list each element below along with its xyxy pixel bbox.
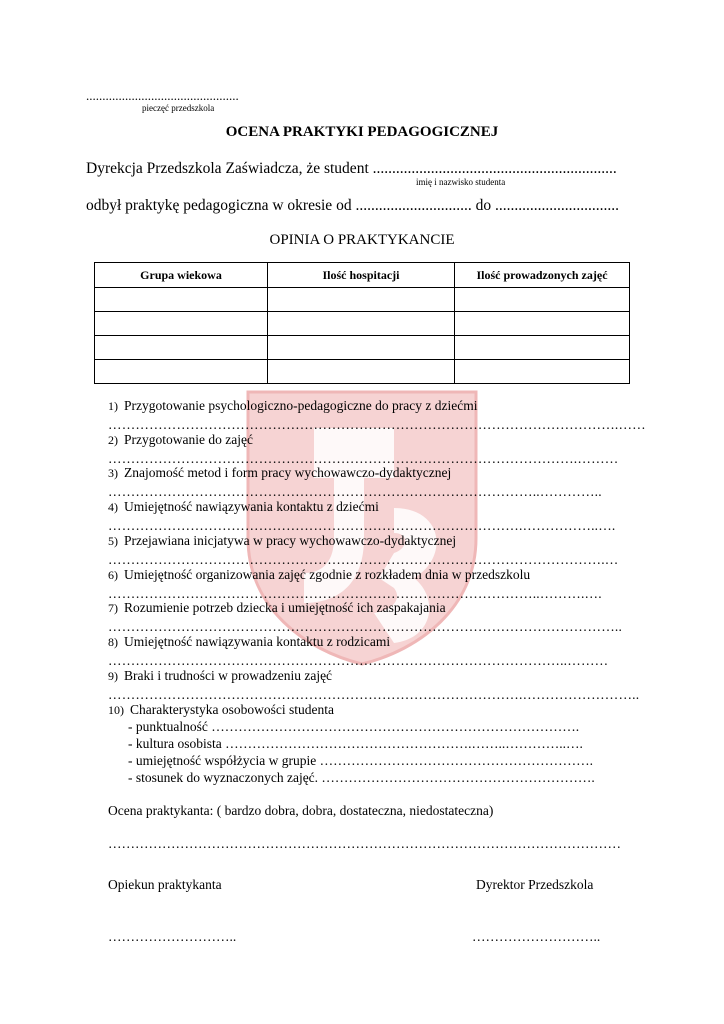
table-cell[interactable]: [268, 336, 455, 360]
trait-punctuality[interactable]: - punktualność ……………………………………………………………………….: [128, 719, 580, 734]
grade-answer[interactable]: ……………………………………………………………………………………………………: [108, 836, 621, 851]
table-row: [95, 312, 630, 336]
stamp-caption: pieczęć przedszkola: [142, 103, 215, 113]
header-age-group: Grupa wiekowa: [95, 263, 268, 288]
criterion-10: [108, 702, 334, 718]
table-header-row: [95, 263, 630, 288]
trait-attitude-to-tasks[interactable]: - stosunek do wyznaczonych zajęć. …………………………………………………….: [128, 770, 595, 785]
criterion-7-answer[interactable]: …………………………………………………………………………………………………..: [108, 619, 623, 634]
table-cell[interactable]: [455, 336, 630, 360]
criterion-number: 6): [108, 568, 118, 582]
trait-group-cooperation[interactable]: - umiejętność współżycia w grupie …………………………………………………….: [128, 753, 593, 768]
criterion-8-answer[interactable]: ………………………………………………………………………………………..………: [108, 653, 609, 668]
criterion-number: 7): [108, 601, 118, 615]
table-cell[interactable]: [95, 360, 268, 384]
criterion-label: Umiejętność nawiązywania kontaktu z rodzicami: [124, 634, 391, 649]
criterion-number: 5): [108, 534, 118, 548]
table-cell[interactable]: [95, 312, 268, 336]
table-row: [95, 336, 630, 360]
table-cell[interactable]: [95, 288, 268, 312]
criterion-number: 4): [108, 500, 118, 514]
table-cell[interactable]: [268, 312, 455, 336]
table-cell[interactable]: [268, 360, 455, 384]
criterion-5: [108, 533, 456, 549]
practice-table: [94, 262, 630, 384]
director-signature-line[interactable]: ………………………..: [472, 929, 601, 944]
criterion-8: [108, 634, 390, 650]
criterion-number: 2): [108, 433, 118, 447]
criterion-label: Znajomość metod i form pracy wychowawczo-dydaktycznej: [124, 465, 452, 480]
criterion-label: Umiejętność nawiązywania kontaktu z dziećmi: [124, 499, 379, 514]
header-observations: Ilość hospitacji: [268, 263, 455, 288]
criterion-number: 10): [108, 703, 124, 717]
criterion-9-answer[interactable]: ……………………………………………………………………………….……………………..: [108, 687, 640, 702]
criterion-number: 8): [108, 635, 118, 649]
director-label: Dyrektor Przedszkola: [476, 877, 594, 892]
period-line: odbył praktykę pedagogiczna w okresie od .............................. do ................................: [86, 197, 619, 214]
header-lessons-conducted: Ilość prowadzonych zajęć: [455, 263, 630, 288]
criterion-label: Przejawiana inicjatywa w pracy wychowawczo-dydaktycznej: [124, 533, 457, 548]
criterion-label: Przygotowanie do zajęć: [124, 432, 253, 447]
stamp-dotted-line: ...............................................: [86, 88, 239, 103]
trait-personal-culture[interactable]: - kultura osobista ……………………………………………….……..…………..….: [128, 736, 583, 751]
table-cell[interactable]: [455, 360, 630, 384]
criterion-2-answer[interactable]: ………………………………………………………………………………………….………: [108, 451, 619, 466]
criterion-6: [108, 567, 530, 583]
table-row: [95, 288, 630, 312]
criterion-label: Przygotowanie psychologiczno-pedagogiczne do pracy z dziećmi: [124, 398, 478, 413]
criterion-number: 9): [108, 669, 118, 683]
criterion-number: 3): [108, 466, 118, 480]
criterion-number: 1): [108, 399, 118, 413]
criterion-4-answer[interactable]: ……………………………………………………………………………….……………..….: [108, 518, 616, 533]
criterion-label: Umiejętność organizowania zajęć zgodnie z rozkładem dnia w przedszkolu: [124, 567, 531, 582]
certify-line: Dyrekcja Przedszkola Zaświadcza, że student ...............................................................: [86, 160, 617, 177]
criterion-6-answer[interactable]: …………………………………………………………………………………..……….….: [108, 586, 602, 601]
criterion-5-answer[interactable]: ……………………………………………………………………………………………….…: [108, 552, 619, 567]
page-title: OCENA PRAKTYKI PEDAGOGICZNEJ: [225, 124, 499, 140]
criterion-9: [108, 668, 332, 684]
grade-label: Ocena praktykanta: ( bardzo dobra, dobra, dostateczna, niedostateczna): [108, 803, 494, 818]
criterion-label: Rozumienie potrzeb dziecka i umiejętność ich zaspakajania: [124, 600, 446, 615]
table-row: [95, 360, 630, 384]
criterion-4: [108, 499, 379, 515]
table-cell[interactable]: [455, 288, 630, 312]
criterion-1-answer[interactable]: ………………………………………………………………………………………………….……: [108, 417, 646, 432]
criterion-2: [108, 432, 253, 448]
criterion-7: [108, 600, 446, 616]
criterion-label: Braki i trudności w prowadzeniu zajęć: [124, 668, 333, 683]
student-name-caption: imię i nazwisko studenta: [416, 177, 506, 187]
table-cell[interactable]: [455, 312, 630, 336]
opinion-heading: OPINIA O PRAKTYKANCIE: [269, 232, 455, 248]
supervisor-signature-line[interactable]: ………………………..: [108, 929, 237, 944]
table-cell[interactable]: [268, 288, 455, 312]
criterion-label: Charakterystyka osobowości studenta: [130, 702, 334, 717]
criterion-1: [108, 398, 478, 414]
criterion-3-answer[interactable]: …………………………………………………………………………………..…………..: [108, 484, 602, 499]
supervisor-label: Opiekun praktykanta: [108, 877, 222, 892]
table-cell[interactable]: [95, 336, 268, 360]
criterion-3: [108, 465, 451, 481]
